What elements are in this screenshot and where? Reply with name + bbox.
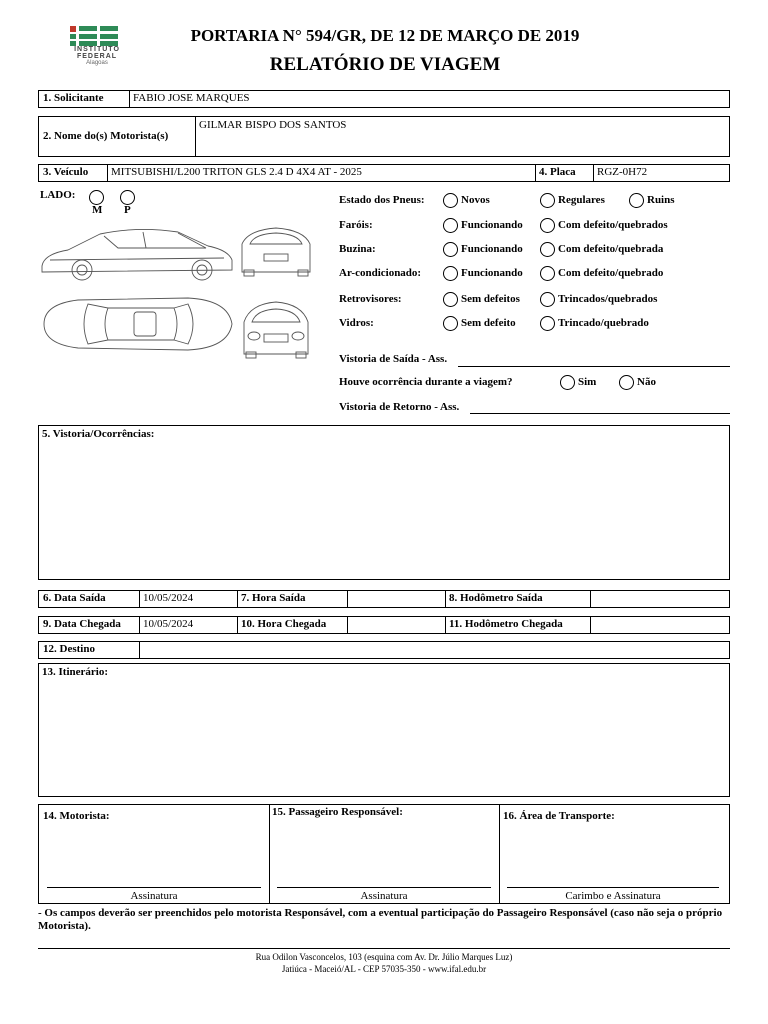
instructions-note: - Os campos deverão ser preenchidos pelo motorista Responsável, com a eventual participação do Passageiro Responsável (caso não seja o próprio Motorista). — [38, 907, 723, 932]
farois-defeito-label: Com defeito/quebrados — [558, 219, 668, 231]
footer-divider — [38, 948, 730, 949]
motorista-field[interactable]: GILMAR BISPO DOS SANTOS — [199, 119, 347, 131]
hodometro-saida-label: 8. Hodômetro Saída — [449, 592, 543, 604]
pneus-ruins-label: Ruins — [647, 194, 675, 206]
lado-label: LADO: — [40, 189, 76, 201]
check-retrovisores-label: Retrovisores: — [339, 293, 402, 305]
lado-p-label: P — [124, 204, 131, 216]
signature-area-transporte — [499, 805, 728, 902]
signature-passageiro-label: 15. Passageiro Responsável: — [272, 806, 403, 818]
institution-logo — [52, 24, 142, 68]
vistoria-saida-label: Vistoria de Saída - Ass. — [339, 353, 448, 365]
buzina-ok-radio[interactable] — [443, 242, 458, 257]
vistoria-retorno-label: Vistoria de Retorno - Ass. — [339, 401, 460, 413]
ocorrencia-sim-label: Sim — [578, 376, 597, 388]
lado-m-label: M — [92, 204, 103, 216]
car-diagram-icon — [38, 224, 338, 374]
buzina-defeito-radio[interactable] — [540, 242, 555, 257]
vidros-ok-label: Sem defeito — [461, 317, 516, 329]
retrovisores-defeito-label: Trincados/quebrados — [558, 293, 658, 305]
vistoria-ocorrencias-label: 5. Vistoria/Ocorrências: — [42, 428, 155, 440]
report-title: RELATÓRIO DE VIAGEM — [269, 54, 501, 75]
check-buzina-label: Buzina: — [339, 243, 376, 255]
veiculo-label: 3. Veículo — [43, 166, 89, 178]
motorista-label: 2. Nome do(s) Motorista(s) — [43, 130, 169, 142]
ocorrencia-question: Houve ocorrência durante a viagem? — [339, 376, 513, 388]
pneus-novos-radio[interactable] — [443, 193, 458, 208]
logo-text: INSTITUTO — [74, 46, 120, 53]
placa-field[interactable]: RGZ-0H72 — [597, 166, 648, 178]
retrovisores-defeito-radio[interactable] — [540, 292, 555, 307]
motorista-row — [38, 116, 730, 157]
buzina-ok-label: Funcionando — [461, 243, 523, 255]
lado-m-radio[interactable] — [89, 190, 104, 205]
hodometro-chegada-field[interactable] — [590, 617, 729, 633]
vistoria-retorno-signature-line[interactable] — [470, 413, 730, 414]
signature-motorista-label: 14. Motorista: — [43, 810, 110, 822]
pneus-novos-label: Novos — [461, 194, 490, 206]
ar-ok-radio[interactable] — [443, 266, 458, 281]
hora-saida-label: 7. Hora Saída — [241, 592, 306, 604]
check-pneus-label: Estado dos Pneus: — [339, 194, 425, 206]
ar-defeito-label: Com defeito/quebrado — [558, 267, 664, 279]
signature-passageiro-line[interactable] — [277, 887, 491, 888]
signature-area-transporte-label: 16. Área de Transporte: — [503, 810, 615, 822]
hodometro-chegada-label: 11. Hodômetro Chegada — [449, 618, 563, 630]
lado-p-radio[interactable] — [120, 190, 135, 205]
solicitante-field[interactable]: FABIO JOSE MARQUES — [133, 92, 250, 104]
retrovisores-ok-label: Sem defeitos — [461, 293, 520, 305]
signature-area-transporte-line[interactable] — [507, 887, 719, 888]
destino-label: 12. Destino — [43, 643, 95, 655]
ar-ok-label: Funcionando — [461, 267, 523, 279]
signature-area-transporte-caption: Carimbo e Assinatura — [565, 890, 661, 902]
hora-chegada-label: 10. Hora Chegada — [241, 618, 327, 630]
logo-mark-icon — [52, 24, 142, 46]
footer-address-1: Rua Odilon Vasconcelos, 103 (esquina com Av. Dr. Júlio Marques Luz) — [255, 952, 513, 962]
solicitante-row — [38, 90, 730, 108]
signature-passageiro — [269, 805, 499, 902]
check-vidros-label: Vidros: — [339, 317, 374, 329]
vistoria-saida-signature-line[interactable] — [458, 366, 730, 367]
data-chegada-field[interactable]: 10/05/2024 — [143, 618, 194, 630]
hodometro-saida-field[interactable] — [590, 591, 729, 607]
signature-passageiro-caption: Assinatura — [360, 890, 408, 902]
retrovisores-ok-radio[interactable] — [443, 292, 458, 307]
itinerario-label: 13. Itinerário: — [42, 666, 108, 678]
footer-address-2: Jatiúca - Maceió/AL - CEP 57035-350 - www.ifal.edu.br — [281, 964, 487, 974]
pneus-regulares-radio[interactable] — [540, 193, 555, 208]
data-saida-field[interactable]: 10/05/2024 — [143, 592, 194, 604]
destino-field[interactable] — [139, 642, 729, 658]
chegada-row — [38, 616, 730, 634]
saida-row — [38, 590, 730, 608]
signature-motorista — [39, 805, 269, 902]
farois-defeito-radio[interactable] — [540, 218, 555, 233]
portaria-title: PORTARIA N° 594/GR, DE 12 DE MARÇO DE 2019 — [190, 26, 580, 45]
hora-chegada-field[interactable] — [347, 617, 445, 633]
buzina-defeito-label: Com defeito/quebrada — [558, 243, 664, 255]
logo-text-2: FEDERAL — [76, 53, 118, 60]
vidros-ok-radio[interactable] — [443, 316, 458, 331]
farois-ok-radio[interactable] — [443, 218, 458, 233]
signature-motorista-caption: Assinatura — [130, 890, 178, 902]
pneus-ruins-radio[interactable] — [629, 193, 644, 208]
logo-subtext: Alagoas — [86, 60, 108, 66]
ocorrencia-sim-radio[interactable] — [560, 375, 575, 390]
ocorrencia-nao-label: Não — [637, 376, 656, 388]
veiculo-field[interactable]: MITSUBISHI/L200 TRITON GLS 2.4 D 4X4 AT - 2025 — [111, 166, 362, 178]
destino-row — [38, 641, 730, 659]
farois-ok-label: Funcionando — [461, 219, 523, 231]
data-chegada-label: 9. Data Chegada — [43, 618, 121, 630]
vistoria-ocorrencias-box[interactable] — [38, 425, 730, 580]
solicitante-label: 1. Solicitante — [43, 92, 104, 104]
pneus-regulares-label: Regulares — [558, 194, 605, 206]
signature-motorista-line[interactable] — [47, 887, 261, 888]
vidros-defeito-label: Trincado/quebrado — [558, 317, 649, 329]
check-ar-label: Ar-condicionado: — [339, 267, 422, 279]
placa-label: 4. Placa — [539, 166, 576, 178]
ar-defeito-radio[interactable] — [540, 266, 555, 281]
data-saida-label: 6. Data Saída — [43, 592, 106, 604]
veiculo-row — [38, 164, 730, 182]
signatures-row — [38, 804, 730, 904]
itinerario-box[interactable] — [38, 663, 730, 797]
ocorrencia-nao-radio[interactable] — [619, 375, 634, 390]
check-farois-label: Faróis: — [339, 219, 373, 231]
vidros-defeito-radio[interactable] — [540, 316, 555, 331]
hora-saida-field[interactable] — [347, 591, 445, 607]
